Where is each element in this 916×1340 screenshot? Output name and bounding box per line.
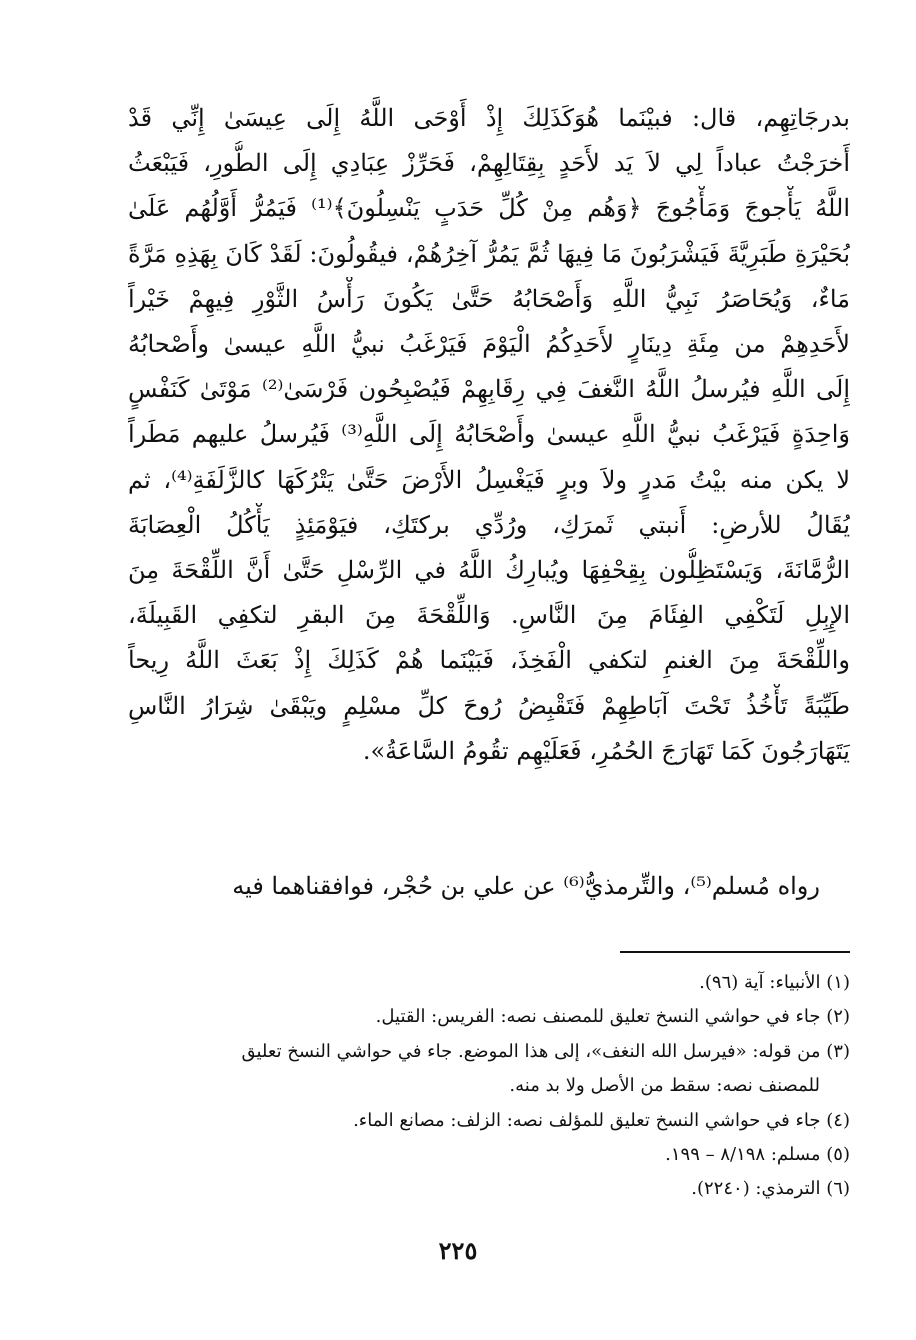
footnote-text: جاء في حواشي النسخ تعليق للمصنف نصه: الفريس: القتيل. xyxy=(375,1006,821,1028)
footnote-text: جاء في حواشي النسخ تعليق للمؤلف نصه: الزلف: مصانع الماء. xyxy=(353,1109,821,1131)
footnote-number: (٥) xyxy=(826,1144,850,1166)
footnote-text: مسلم: ٨/١٩٨ – ١٩٩. xyxy=(665,1144,821,1166)
body-line: طَيِّبَةً تَأْخُذُ تَحْتَ آبَاطِهِمْ فَتَقْبِضُ رُوحَ كلِّ مسْلِمٍ ويَبْقَىٰ شِرَارُ النَّاسِ xyxy=(128,691,850,720)
footnote-item xyxy=(128,966,850,1000)
body-line: الرُّمَّانَةَ، وَيَسْتَظِلُّون بِقِحْفِهَا ويُبارِكُ اللَّهُ في الرِّسْلِ حَتَّىٰ أَنَّ اللِّقْحَةَ مِنَ xyxy=(128,556,850,585)
footnote-number: (٢) xyxy=(826,1006,850,1028)
body-line: الإِبِلِ لَتَكْفِي الفِئَامَ مِنَ النَّاسِ. وَاللِّقْحَةَ مِنَ البقرِ لتكفِي القَبِيلَةَ، xyxy=(128,601,850,630)
footnote-number: (٦) xyxy=(826,1178,850,1200)
page-number: ٢٢٥ xyxy=(438,1236,478,1265)
body-line: بُحَيْرَةِ طَبَرِيَّةَ فَيَشْرَبُونَ مَا فِيهَا ثُمَّ يَمُرُّ آخِرُهُمْ، فيقُولُونَ: لَقَدْ كَانَ بِهَذِهِ مَرَّةً xyxy=(128,239,850,268)
footnote-item xyxy=(128,1138,850,1172)
footnote-text: الأنبياء: آية (٩٦). xyxy=(699,972,821,993)
body-line: وَاحِدَةٍ فَيَرْغَبُ نبيُّ اللَّهِ عيسىٰ وأَصْحَابُهُ إِلَى اللَّهِ⁽³⁾ فَيُرسلُ عليهم مَطَراً xyxy=(128,420,850,449)
body-line: بدرجَاتِهِم، قال: فبيْنَما هُوَكَذَلِكَ إِذْ أَوْحَى اللَّهُ إِلَى عِيسَىٰ إِنِّي قَدْ xyxy=(128,104,850,132)
hadith-body-text xyxy=(128,96,850,774)
body-line: مَاءٌ، وَيُحَاصَرُ نَبِيُّ اللَّهِ وَأَصْحَابُهُ حَتَّىٰ يَكُونَ رَأْسُ الثَّوْرِ فِيهِمْ خَيْراً xyxy=(128,284,850,313)
footnote-item xyxy=(128,1172,850,1206)
footnote-number: (١) xyxy=(826,972,850,993)
body-line: يُقَالُ للأرضِ: أَنبتي ثَمرَكِ، ورُدِّي بركتَكِ، فيَوْمَئِذٍ يَأْكُلُ الْعِصَابَةَ xyxy=(128,510,850,539)
body-line: اللَّهُ يَأْجوجَ وَمَأْجُوجَ ﴿وَهُم مِنْ كُلِّ حَدَبٍ يَنْسِلُونَ﴾⁽¹⁾ فَيَمُرُّ أَوَّلُهُم عَلَىٰ xyxy=(128,194,850,223)
body-line: أَخرَجْتُ عباداً لِي لاَ يَد لأَحَدٍ بِقِتَالِهِمْ، فَحَرِّزْ عِبَادِي إِلَى الطُّورِ، فَيَبْعَثُ xyxy=(128,149,850,178)
footnote-text: من قوله: «فيرسل الله النغف»، إلى هذا الموضع. جاء في حواشي النسخ تعليق xyxy=(241,1040,821,1062)
body-line: لا يكن منه بيْتُ مَدرٍ ولاَ وبرٍ فَيَغْسِلُ الأَرْضَ حَتَّىٰ يَتْرُكَهَا كالزَّلَفَةِ⁽⁴⁾، ثم xyxy=(128,465,850,494)
body-line: إِلَى اللَّهِ فيُرسلُ اللَّهُ النَّغفَ فِي رِقَابِهِمْ فَيُصْبِحُون فَرْسَىٰ⁽²⁾ مَوْتَىٰ كَنَفْسٍ xyxy=(128,375,850,404)
body-line: لأَحَدِهِمْ من مِئَةِ دِينَارٍ لأَحَدِكُمُ الْيَوْمَ فَيَرْغَبُ نبيُّ اللَّهِ عيسىٰ وأَصْحابُهُ xyxy=(128,330,850,359)
body-line: يَتَهَارَجُونَ كَمَا تَهَارَجَ الحُمُرِ، فَعَلَيْهِم تقُومُ السَّاعَةُ». xyxy=(362,736,850,765)
footnote-number: (٤) xyxy=(826,1109,850,1131)
footnote-separator xyxy=(620,951,850,953)
footnotes-list xyxy=(128,966,850,1207)
footnote-item xyxy=(128,1035,850,1104)
body-line: واللِّقْحَةَ مِنَ الغنمِ لتكفي الْفَخِذَ، فَبَيْنَما هُمْ كَذَلِكَ إِذْ بَعَثَ اللَّهُ رِيحاً xyxy=(128,646,850,675)
footnote-text: الترمذي: (٢٢٤٠). xyxy=(691,1178,821,1200)
footnote-item xyxy=(128,1000,850,1034)
footnote-number: (٣) xyxy=(826,1040,850,1062)
narration-line: رواه مُسلم⁽⁵⁾، والتِّرمذيُّ⁽⁶⁾ عن علي بن حُجْر، فوافقناهما فيه xyxy=(232,872,820,900)
footnote-continuation: للمصنف نصه: سقط من الأصل ولا بد منه. xyxy=(509,1075,820,1097)
footnote-item xyxy=(128,1104,850,1138)
